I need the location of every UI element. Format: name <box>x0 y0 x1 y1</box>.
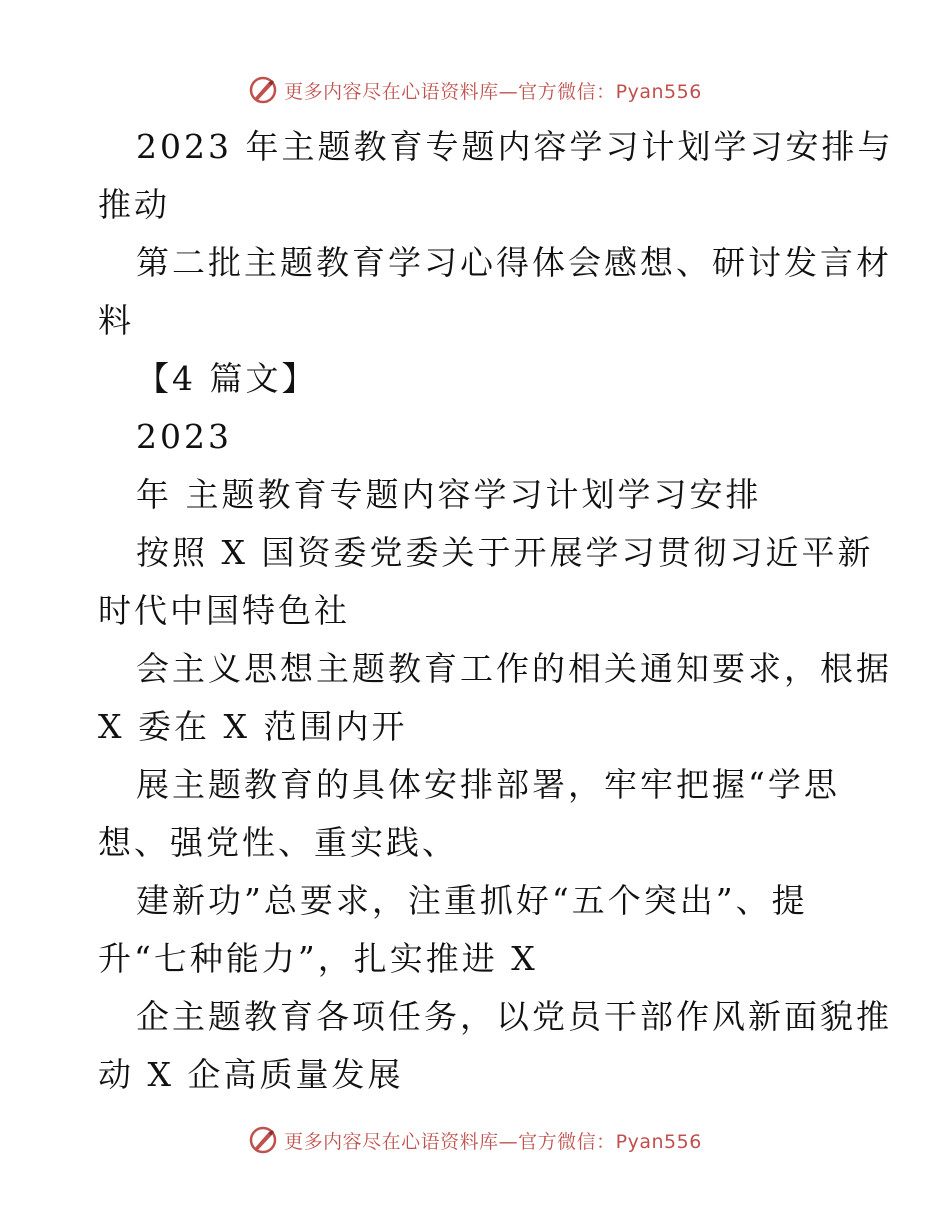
text-line: 按照 X 国资委党委关于开展学习贯彻习近平新 <box>136 533 874 572</box>
watermark-text: 更多内容尽在心语资料库—官方微信：Pyan556 <box>284 1130 702 1153</box>
text-line: 时代中国特色社 <box>98 591 350 630</box>
pen-logo-icon <box>248 75 278 105</box>
text-line: 第二批主题教育学习心得体会感想、研讨发言材 <box>136 243 892 282</box>
text-line: 推动 <box>98 185 170 224</box>
watermark-text: 更多内容尽在心语资料库—官方微信：Pyan556 <box>284 80 702 103</box>
pen-logo-icon <box>248 1125 278 1155</box>
footer-watermark <box>0 1120 950 1160</box>
text-line: 升“七种能力”，扎实推进 X <box>98 939 538 978</box>
text-line: 动 X 企高质量发展 <box>98 1055 404 1094</box>
text-line: 展主题教育的具体安排部署，牢牢把握“学思 <box>136 765 840 804</box>
text-line: 2023 年主题教育专题内容学习计划学习安排与 <box>136 127 894 166</box>
document-body <box>98 118 894 1104</box>
text-line: 想、强党性、重实践、 <box>98 823 458 862</box>
text-line: 企主题教育各项任务，以党员干部作风新面貌推 <box>136 997 892 1036</box>
header-watermark <box>0 70 950 110</box>
text-line: 建新功”总要求，注重抓好“五个突出”、提 <box>136 881 808 920</box>
text-line: 【4 篇文】 <box>136 359 318 398</box>
text-line: 2023 <box>136 417 232 456</box>
text-line: 年 主题教育专题内容学习计划学习安排 <box>136 475 762 514</box>
text-line: 会主义思想主题教育工作的相关通知要求，根据 <box>136 649 892 688</box>
text-line: X 委在 X 范围内开 <box>98 707 408 746</box>
text-line: 料 <box>98 301 134 340</box>
